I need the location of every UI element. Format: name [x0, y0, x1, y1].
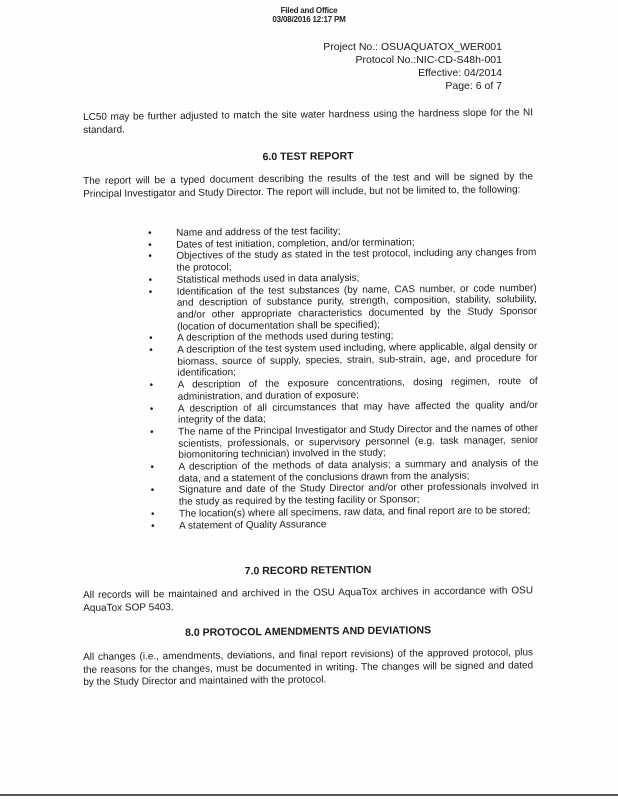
project-number: Project No.: OSUAQUATOX_WER001: [323, 41, 502, 53]
list-item: • Name and address of the test facility;: [148, 224, 536, 240]
report-contents-list: [148, 224, 539, 532]
scan-edge-line: [0, 794, 618, 796]
protocol-number: Protocol No.:NIC-CD-S48h-001: [355, 54, 502, 66]
list-item: • The name of the Principal Investigator and Study Director and the names of other scientists, professionals, or supervisory personnel (e.g. task manager, senior biomonitoring technician) involved in the study;: [150, 423, 538, 462]
stamp-line-1: Filed and Office: [280, 6, 338, 15]
list-item: • Dates of test initiation, completion, and/or termination;: [148, 236, 536, 252]
list-item: • A statement of Quality Assurance: [151, 516, 539, 532]
list-item: • The location(s) where all specimens, raw data, and final report are to be stored;: [151, 505, 539, 521]
list-item: • A description of the methods of data analysis; a summary and analysis of the data, and a statement of the conclusions drawn from the analysis;: [150, 458, 538, 485]
intro-paragraph: LC50 may be further adjusted to match the site water hardness using the hardness slope for the NI standard.: [83, 107, 534, 136]
list-item: • A description of all circumstances that may have affected the quality and/or integrity of the data;: [150, 399, 538, 426]
list-item: • A description of the test system used including, where applicable, algal density or biomass, source of supply, species, strain, sub-strain, age, and procedure for identification;: [149, 341, 537, 380]
section-7-paragraph: All records will be maintained and archived in the OSU AquaTox archives in accordance with OSU AquaTox SOP 5403.: [83, 585, 534, 614]
list-item: • Statistical methods used in data analysis;: [148, 271, 536, 287]
list-item: • Objectives of the study as stated in the test protocol, including any changes from the protocol;: [148, 247, 536, 274]
section-8-heading: 8.0 PROTOCOL AMENDMENTS AND DEVIATIONS: [184, 624, 432, 639]
list-item: • Signature and date of the Study Director and/or other professionals involved in the study as required by the testing facility or Sponsor;: [151, 481, 539, 508]
section-8-paragraph: All changes (i.e., amendments, deviations, and final report revisions) of the approved protocol, plus the reasons for the changes, must be documented in writing. The changes will be signed and dated by the Study Director and maintained with the protocol.: [83, 647, 534, 688]
effective-date: Effective: 04/2014: [418, 67, 502, 79]
list-item: • Identification of the test substances (by name, CAS number, or code number) and description of substance purity, strength, composition, stability, solubility, and/or other appropriate characteristics documented by the Study Sponsor (location of documentation shall be specified);: [149, 282, 537, 333]
document-header: [323, 41, 502, 93]
section-6-paragraph: The report will be a typed document describing the results of the test and will be signed by the Principal Investigator and Study Director. The report will include, but not be limited to, the following:: [83, 171, 534, 200]
list-item: • A description of the exposure concentrations, dosing regimen, route of administration, and duration of exposure;: [150, 376, 538, 403]
list-item: • A description of the methods used during testing;: [149, 329, 537, 345]
section-7-heading: 7.0 RECORD RETENTION: [244, 563, 372, 578]
section-6-heading: 6.0 TEST REPORT: [262, 150, 354, 164]
stamp-line-2: 03/08/2016 12:17 PM: [272, 15, 346, 24]
filing-stamp: [0, 6, 618, 24]
page-number: Page: 6 of 7: [445, 80, 502, 92]
